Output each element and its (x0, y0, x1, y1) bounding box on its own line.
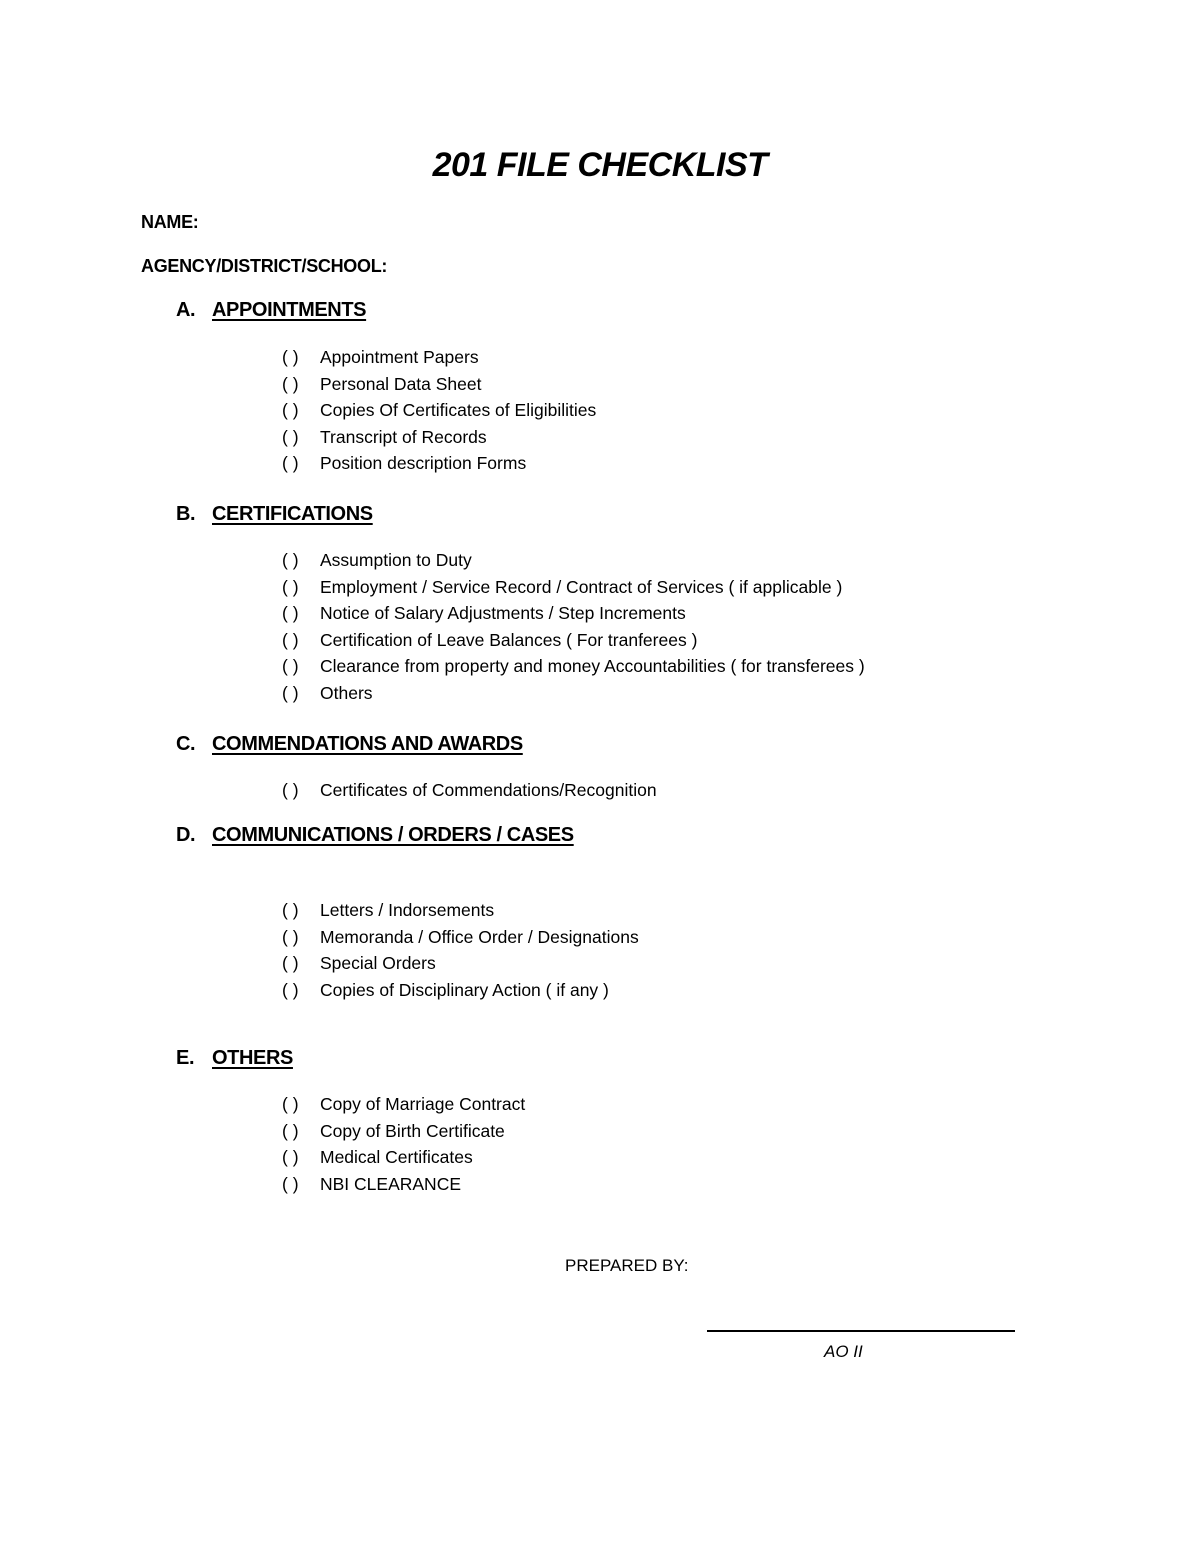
section-letter: D. (176, 824, 196, 846)
item-label: Certification of Leave Balances ( For tranferees ) (320, 629, 698, 650)
checklist-item[interactable] (282, 627, 865, 654)
checklist-item[interactable] (282, 977, 639, 1004)
item-label: Assumption to Duty (320, 550, 472, 570)
item-label: Copies Of Certificates of Eligibilities (320, 400, 597, 420)
checklist-item[interactable] (282, 371, 596, 398)
section-letter: B. (176, 503, 196, 525)
checkbox[interactable]: ( ) (282, 953, 299, 973)
checkbox[interactable]: ( ) (282, 926, 299, 947)
section-title: APPOINTMENTS (212, 299, 367, 321)
section-e-list (282, 1091, 525, 1197)
item-label: Certificates of Commendations/Recognition (320, 780, 657, 800)
item-label: Notice of Salary Adjustments / Step Increments (320, 603, 686, 623)
section-a-heading (176, 299, 366, 322)
item-label: Medical Certificates (320, 1147, 473, 1167)
checkbox[interactable]: ( ) (282, 603, 299, 623)
section-letter: E. (176, 1047, 195, 1069)
signature-line (707, 1330, 1015, 1332)
item-label: Employment / Service Record / Contract of Services ( if applicable ) (320, 576, 843, 597)
checklist-item[interactable] (282, 1171, 525, 1198)
item-label: Others (320, 682, 373, 703)
checklist-item[interactable] (282, 1118, 525, 1145)
checkbox[interactable]: ( ) (282, 373, 299, 394)
checkbox[interactable]: ( ) (282, 682, 299, 703)
checklist-item[interactable] (282, 547, 865, 574)
section-title: CERTIFICATIONS (212, 503, 373, 525)
checkbox[interactable]: ( ) (282, 979, 299, 1000)
item-label: Letters / Indorsements (320, 900, 495, 920)
checkbox[interactable]: ( ) (282, 780, 299, 800)
checklist-item[interactable] (282, 344, 596, 371)
section-letter: C. (176, 733, 196, 755)
checklist-item[interactable] (282, 397, 596, 424)
section-c-list (282, 777, 657, 804)
item-label: Transcript of Records (320, 426, 487, 447)
checklist-item[interactable] (282, 924, 639, 951)
checkbox[interactable]: ( ) (282, 426, 299, 447)
checklist-item[interactable] (282, 600, 865, 627)
section-b-list (282, 547, 865, 706)
section-e-heading (176, 1047, 293, 1070)
item-label: Memoranda / Office Order / Designations (320, 926, 639, 947)
item-label: Special Orders (320, 953, 436, 973)
item-label: NBI CLEARANCE (320, 1173, 462, 1194)
checkbox[interactable]: ( ) (282, 629, 299, 650)
checkbox[interactable]: ( ) (282, 900, 299, 920)
section-d-list (282, 897, 639, 1003)
checkbox[interactable]: ( ) (282, 550, 299, 570)
agency-label: AGENCY/DISTRICT/SCHOOL: (141, 256, 388, 276)
checklist-item[interactable] (282, 777, 657, 804)
checklist-item[interactable] (282, 574, 865, 601)
checkbox[interactable]: ( ) (282, 1120, 299, 1141)
item-label: Copy of Marriage Contract (320, 1094, 526, 1114)
checkbox[interactable]: ( ) (282, 656, 299, 676)
checkbox[interactable]: ( ) (282, 576, 299, 597)
checklist-item[interactable] (282, 424, 596, 451)
checkbox[interactable]: ( ) (282, 1094, 299, 1114)
item-label: Personal Data Sheet (320, 373, 482, 394)
checkbox[interactable]: ( ) (282, 1147, 299, 1167)
checklist-item[interactable] (282, 1091, 525, 1118)
checkbox[interactable]: ( ) (282, 453, 299, 473)
checklist-item[interactable] (282, 450, 596, 477)
prepared-by-label: PREPARED BY: (565, 1256, 689, 1275)
item-label: Clearance from property and money Accountabilities ( for transferees ) (320, 656, 865, 676)
section-a-list (282, 344, 596, 477)
checklist-item[interactable] (282, 653, 865, 680)
item-label: Position description Forms (320, 453, 527, 473)
checklist-item[interactable] (282, 897, 639, 924)
section-title: COMMENDATIONS AND AWARDS (212, 733, 523, 755)
section-letter: A. (176, 299, 196, 321)
checklist-item[interactable] (282, 1144, 525, 1171)
item-label: Appointment Papers (320, 347, 479, 367)
section-c-heading (176, 733, 523, 756)
item-label: Copy of Birth Certificate (320, 1120, 505, 1141)
section-title: COMMUNICATIONS / ORDERS / CASES (212, 824, 574, 846)
page-title: 201 FILE CHECKLIST (432, 146, 768, 184)
checklist-item[interactable] (282, 680, 865, 707)
section-d-heading (176, 824, 574, 847)
checkbox[interactable]: ( ) (282, 1173, 299, 1194)
name-label: NAME: (141, 212, 199, 232)
section-title: OTHERS (212, 1047, 293, 1069)
checklist-item[interactable] (282, 950, 639, 977)
checkbox[interactable]: ( ) (282, 347, 299, 367)
item-label: Copies of Disciplinary Action ( if any ) (320, 979, 609, 1000)
checkbox[interactable]: ( ) (282, 400, 299, 420)
signatory-role: AO II (824, 1342, 863, 1361)
section-b-heading (176, 503, 373, 526)
